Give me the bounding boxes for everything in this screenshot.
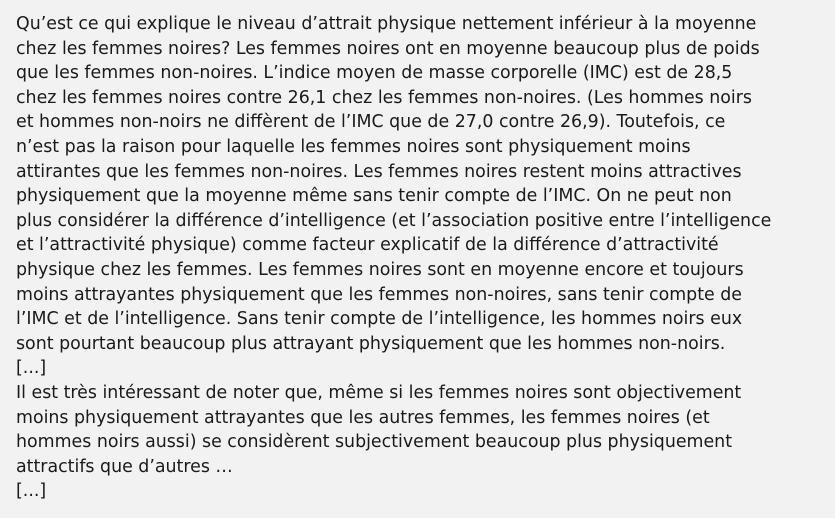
paragraph-2 (16, 381, 831, 479)
text-line: plus considérer la différence d’intelligence (et l’association positive entre l’intelligence (16, 210, 772, 231)
ellipsis-marker: [...] (16, 358, 47, 379)
text-line: moins attrayantes physiquement que les femmes non-noires, sans tenir compte de (16, 284, 742, 305)
quoted-text-block (16, 12, 831, 504)
text-line: physiquement que la moyenne même sans tenir compte de l’IMC. On ne peut non (16, 186, 732, 207)
text-line: que les femmes non-noires. L’indice moyen de masse corporelle (IMC) est de 28,5 (16, 63, 733, 84)
text-line: Qu’est ce qui explique le niveau d’attrait physique nettement inférieur à la moyenne (16, 14, 757, 34)
text-line: moins physiquement attrayantes que les autres femmes, les femmes noires (et (16, 407, 710, 428)
text-line: hommes noirs aussi) se considèrent subjectivement beaucoup plus physiquement (16, 432, 733, 453)
ellipsis-marker: [...] (16, 481, 47, 502)
text-line: attirantes que les femmes non-noires. Les femmes noires restent moins attractives (16, 161, 742, 182)
text-line: l’IMC et de l’intelligence. Sans tenir compte de l’intelligence, les hommes noirs eux (16, 309, 743, 330)
text-line: et l’attractivité physique) comme facteur explicatif de la différence d’attractivité (16, 235, 719, 256)
paragraph-1 (16, 12, 831, 356)
text-line: n’est pas la raison pour laquelle les femmes noires sont physiquement moins (16, 136, 691, 157)
text-line: et hommes non-noirs ne diffèrent de l’IMC que de 27,0 contre 26,9). Toutefois, ce (16, 112, 726, 133)
text-line: chez les femmes noires? Les femmes noires ont en moyenne beaucoup plus de poids (16, 38, 760, 59)
text-line: Il est très intéressant de noter que, même si les femmes noires sont objectivement (16, 382, 742, 403)
text-line: sont pourtant beaucoup plus attrayant physiquement que les hommes non-noirs. (16, 333, 726, 354)
text-line: attractifs que d’autres … (16, 456, 233, 477)
text-line: physique chez les femmes. Les femmes noires sont en moyenne encore et toujours (16, 259, 744, 280)
text-line: chez les femmes noires contre 26,1 chez les femmes non-noires. (Les hommes noirs (16, 87, 752, 108)
